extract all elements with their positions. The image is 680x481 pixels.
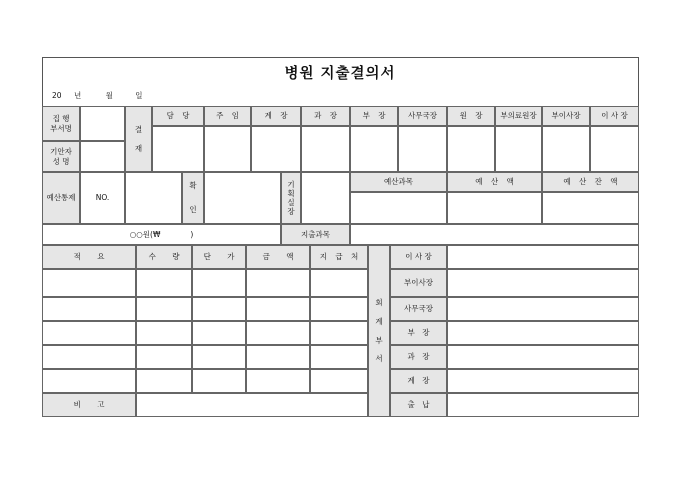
approver-header: 원 장: [447, 106, 495, 126]
note-field[interactable]: [136, 393, 368, 417]
approver-header: 사무국장: [398, 106, 447, 126]
drafter-field[interactable]: [80, 141, 125, 172]
approver-sign-field[interactable]: [495, 126, 542, 172]
item-cell[interactable]: [136, 369, 192, 393]
item-cell[interactable]: [246, 297, 310, 321]
amount-text[interactable]: ○○원(₩ ): [42, 224, 281, 245]
item-cell[interactable]: [246, 269, 310, 297]
budget-balance-field[interactable]: [542, 192, 639, 224]
items-header-summary: 적 요: [42, 245, 136, 269]
budget-balance-header: 예 산 잔 액: [542, 172, 639, 192]
item-cell[interactable]: [136, 345, 192, 369]
drafter-label: 기안자 성 명: [42, 141, 80, 172]
approver-sign-field[interactable]: [542, 126, 590, 172]
item-cell[interactable]: [246, 321, 310, 345]
budget-control-label: 예산통제: [42, 172, 80, 224]
executing-dept-field[interactable]: [80, 106, 125, 141]
item-cell[interactable]: [136, 297, 192, 321]
planning-office-field[interactable]: [301, 172, 350, 224]
circulation-dept-label: 부 장: [390, 321, 447, 345]
item-cell[interactable]: [42, 297, 136, 321]
items-header-quantity: 수 량: [136, 245, 192, 269]
item-cell[interactable]: [310, 345, 368, 369]
budget-account-header: 예산과목: [350, 172, 447, 192]
year-prefix: 20: [52, 91, 62, 100]
budget-amount-header: 예 산 액: [447, 172, 542, 192]
day-label: 일: [135, 91, 143, 100]
circulation-sign-field[interactable]: [447, 297, 639, 321]
approval-label: 결 재: [125, 106, 152, 172]
approver-header: 과 장: [301, 106, 350, 126]
item-cell[interactable]: [192, 369, 246, 393]
confirm-field[interactable]: [204, 172, 281, 224]
budget-no-label: NO.: [80, 172, 125, 224]
budget-account-field[interactable]: [350, 192, 447, 224]
circulation-dept-label: 과 장: [390, 345, 447, 369]
item-cell[interactable]: [136, 321, 192, 345]
item-cell[interactable]: [192, 269, 246, 297]
approver-sign-field[interactable]: [350, 126, 398, 172]
circulation-dept-label: 부이사장: [390, 269, 447, 297]
approver-sign-field[interactable]: [590, 126, 639, 172]
approver-sign-field[interactable]: [251, 126, 301, 172]
item-cell[interactable]: [136, 269, 192, 297]
executing-dept-label: 집 행 부서명: [42, 106, 80, 141]
approver-header: 계 장: [251, 106, 301, 126]
approver-sign-field[interactable]: [152, 126, 204, 172]
accounting-dept-label: 회 계 부 서: [368, 245, 390, 417]
approver-header: 부 장: [350, 106, 398, 126]
item-cell[interactable]: [310, 321, 368, 345]
item-cell[interactable]: [310, 369, 368, 393]
circulation-sign-field[interactable]: [447, 321, 639, 345]
item-cell[interactable]: [192, 345, 246, 369]
circulation-sign-field[interactable]: [447, 393, 639, 417]
circulation-sign-field[interactable]: [447, 369, 639, 393]
items-header-amount: 금 액: [246, 245, 310, 269]
item-cell[interactable]: [246, 369, 310, 393]
planning-office-label: 기 획 실 장: [281, 172, 301, 224]
circulation-dept-label: 계 장: [390, 369, 447, 393]
approver-header: 부이사장: [542, 106, 590, 126]
item-cell[interactable]: [310, 297, 368, 321]
approver-sign-field[interactable]: [204, 126, 251, 172]
circulation-dept-label: 이 사 장: [390, 245, 447, 269]
item-cell[interactable]: [42, 345, 136, 369]
expense-account-label: 지출과목: [281, 224, 350, 245]
confirm-label: 확 인: [182, 172, 204, 224]
item-cell[interactable]: [42, 269, 136, 297]
approver-header: 이 사 장: [590, 106, 639, 126]
item-cell[interactable]: [246, 345, 310, 369]
document-title: 병원 지출결의서: [284, 65, 396, 82]
approver-sign-field[interactable]: [398, 126, 447, 172]
note-label: 비 고: [42, 393, 136, 417]
circulation-dept-label: 출 납: [390, 393, 447, 417]
item-cell[interactable]: [192, 321, 246, 345]
items-header-unit-price: 단 가: [192, 245, 246, 269]
approver-header: 부의료원장: [495, 106, 542, 126]
date-line: [52, 90, 142, 101]
approver-header: 주 임: [204, 106, 251, 126]
item-cell[interactable]: [310, 269, 368, 297]
circulation-dept-label: 사무국장: [390, 297, 447, 321]
item-cell[interactable]: [192, 297, 246, 321]
item-cell[interactable]: [42, 369, 136, 393]
circulation-sign-field[interactable]: [447, 269, 639, 297]
item-cell[interactable]: [42, 321, 136, 345]
items-header-payee: 지 급 처: [310, 245, 368, 269]
month-label: 월: [105, 91, 113, 100]
approver-sign-field[interactable]: [447, 126, 495, 172]
circulation-sign-field[interactable]: [447, 345, 639, 369]
year-label: 년: [73, 91, 82, 100]
budget-no-field[interactable]: [125, 172, 182, 224]
approver-header: 담 당: [152, 106, 204, 126]
approver-sign-field[interactable]: [301, 126, 350, 172]
budget-amount-field[interactable]: [447, 192, 542, 224]
expense-account-field[interactable]: [350, 224, 639, 245]
circulation-sign-field[interactable]: [447, 245, 639, 269]
